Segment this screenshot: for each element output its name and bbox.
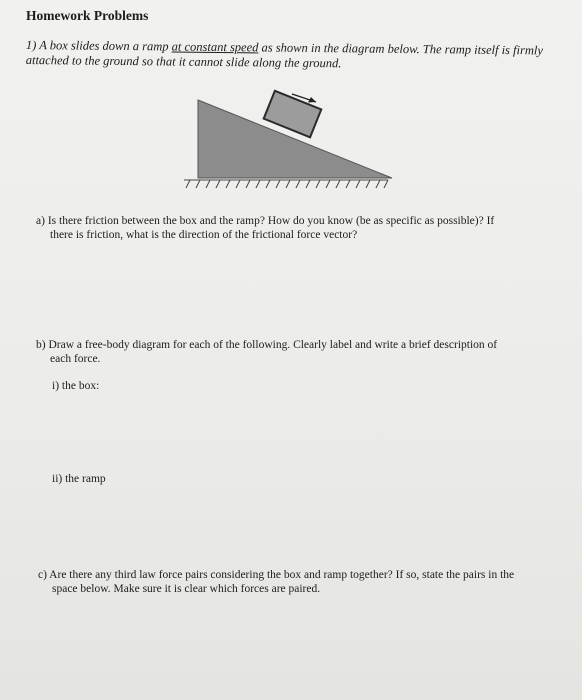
page-title: Homework Problems — [26, 8, 149, 23]
part-c-line-1: Are there any third law force pairs considering the box and ramp together? If so, state the pairs in the — [46, 569, 515, 581]
part-c-line-2: space below. Make sure it is clear which forces are paired. — [52, 583, 321, 595]
problem-1-statement — [26, 38, 546, 73]
problem-1-underlined-phrase: at constant speed — [171, 39, 259, 55]
part-b-line-1: Draw a free-body diagram for each of the following. Clearly label and write a brief description of — [45, 339, 498, 351]
part-b-question — [36, 338, 536, 366]
part-b-sub-ii: ii) the ramp — [52, 473, 106, 485]
problem-1-number: 1) — [25, 38, 37, 53]
ground-hatching — [184, 180, 388, 188]
part-a-line-1: Is there friction between the box and the ramp? How do you know (be as specific as possible)? If — [44, 215, 495, 227]
part-b-label: b) — [36, 339, 46, 351]
part-a-question — [36, 214, 536, 242]
ramp-diagram — [170, 86, 395, 192]
problem-1-text-before: A box slides down a ramp — [36, 38, 172, 54]
part-c-question — [38, 568, 538, 596]
part-c-label: c) — [38, 569, 47, 581]
part-a-line-2: there is friction, what is the direction of the frictional force vector? — [50, 229, 358, 241]
part-a-label: a) — [36, 215, 45, 227]
part-b-sub-i: i) the box: — [52, 380, 100, 392]
part-b-line-2: each force. — [50, 353, 101, 365]
problem-1-text-after: as shown in the diagram below. The ramp itself is firmly attached to the ground so that it cannot slide along the ground. — [25, 40, 544, 71]
